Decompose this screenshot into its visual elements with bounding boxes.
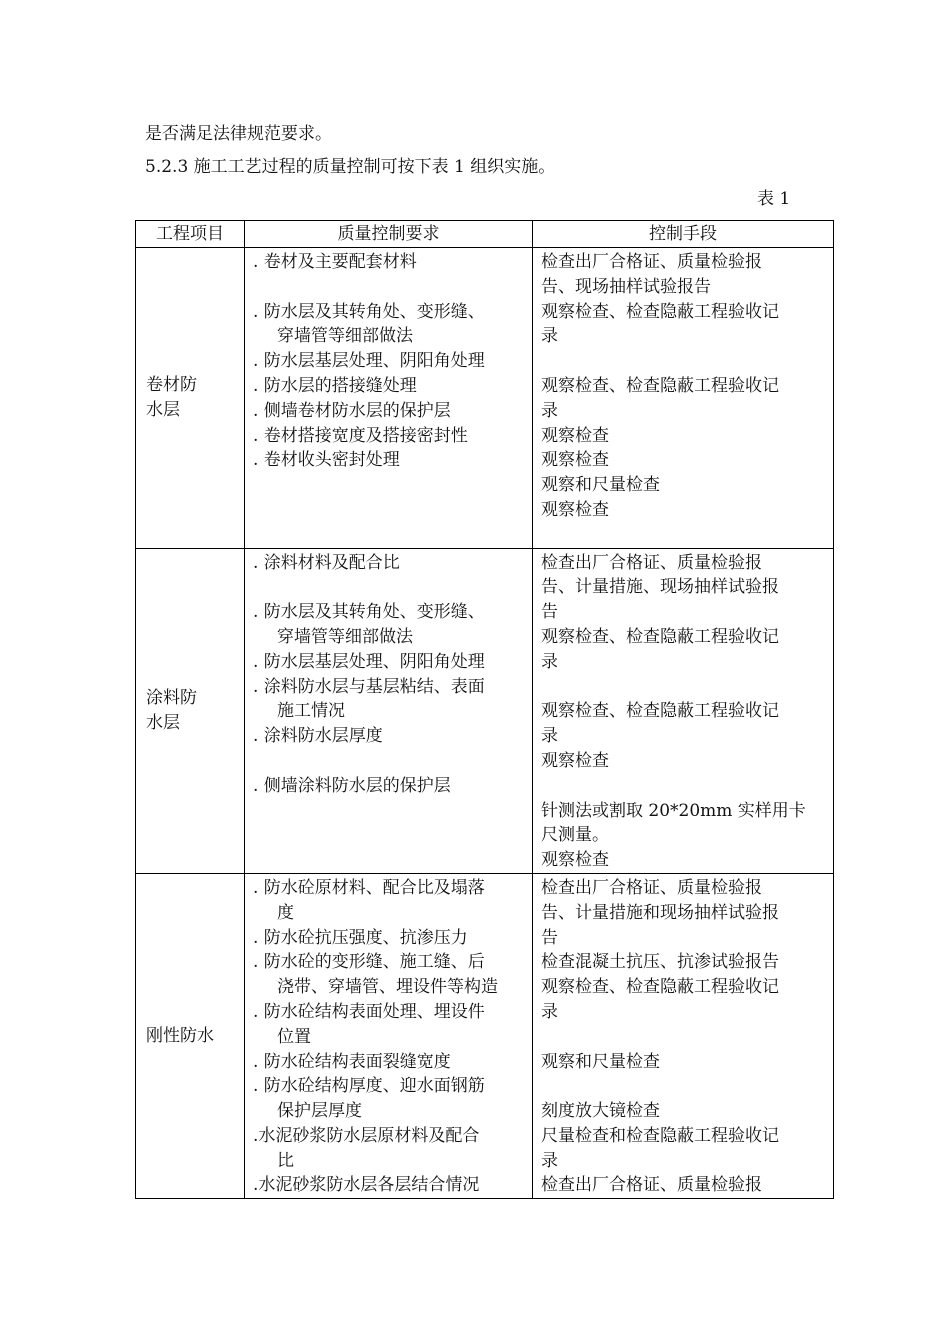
requirement-line: . 涂料防水层与基层粘结、表面 xyxy=(253,676,485,697)
requirement-line: . 涂料材料及配合比 xyxy=(253,552,400,573)
method-line: 观察检查 xyxy=(541,425,609,446)
method-line: 录 xyxy=(541,1001,558,1022)
requirements-cell xyxy=(245,873,533,1198)
requirement-line: . 防水层基层处理、阴阳角处理 xyxy=(253,351,485,372)
method-line: 观察检查 xyxy=(541,750,609,771)
requirement-line: 度 xyxy=(277,902,294,923)
quality-control-table xyxy=(135,220,834,1199)
method-line: 针测法或割取 20*20mm 实样用卡 xyxy=(541,800,806,821)
requirement-line: . 防水层及其转角处、变形缝、 xyxy=(253,301,485,322)
method-line: 观察和尺量检查 xyxy=(541,475,660,496)
category-text: 水层 xyxy=(146,712,180,733)
requirement-line: . 侧墙涂料防水层的保护层 xyxy=(253,775,451,796)
category-text: 水层 xyxy=(146,399,180,420)
table-row xyxy=(136,248,834,549)
method-line: 告、计量措施和现场抽样试验报 xyxy=(541,902,779,923)
requirement-line: 比 xyxy=(277,1150,294,1171)
requirement-line: .水泥砂浆防水层各层结合情况 xyxy=(253,1175,480,1196)
category-cell xyxy=(136,873,245,1198)
requirement-line: . 防水砼的变形缝、施工缝、后 xyxy=(253,952,485,973)
requirement-line: . 卷材搭接宽度及搭接密封性 xyxy=(253,425,468,446)
requirement-line: . 涂料防水层厚度 xyxy=(253,726,383,747)
requirement-line: 施工情况 xyxy=(277,701,345,722)
intro-line-2: 5.2.3 施工工艺过程的质量控制可按下表 1 组织实施。 xyxy=(145,157,556,177)
requirement-line: . 防水砼抗压强度、抗渗压力 xyxy=(253,927,468,948)
method-line xyxy=(541,349,827,374)
method-line xyxy=(541,1025,827,1050)
method-line: 尺量检查和检查隐蔽工程验收记 xyxy=(541,1125,779,1146)
requirement-line: . 防水砼结构厚度、迎水面钢筋 xyxy=(253,1076,485,1097)
table-row xyxy=(136,873,834,1198)
requirement-line xyxy=(253,275,526,300)
method-line: 刻度放大镜检查 xyxy=(541,1101,660,1122)
requirement-line: 浇带、穿墙管、埋设件等构造 xyxy=(277,977,498,998)
table-row xyxy=(136,548,834,873)
requirement-line: . 防水层及其转角处、变形缝、 xyxy=(253,602,485,623)
requirements-cell xyxy=(245,248,533,549)
category-text: 刚性防水 xyxy=(146,1025,214,1046)
requirement-line: . 卷材收头密封处理 xyxy=(253,450,400,471)
table-label: 表 1 xyxy=(757,189,791,209)
method-line: 告、现场抽样试验报告 xyxy=(541,276,711,297)
requirement-line: 穿墙管等细部做法 xyxy=(277,626,413,647)
requirement-line: 穿墙管等细部做法 xyxy=(277,326,413,347)
category-cell xyxy=(136,548,245,873)
method-line: 告 xyxy=(541,927,558,948)
method-line: 检查混凝土抗压、抗渗试验报告 xyxy=(541,952,779,973)
method-line: 观察和尺量检查 xyxy=(541,1051,660,1072)
method-line: 观察检查、检查隐蔽工程验收记 xyxy=(541,375,779,396)
header-methods: 控制手段 xyxy=(533,221,834,248)
requirement-line: 位置 xyxy=(277,1026,311,1047)
requirement-line: . 侧墙卷材防水层的保护层 xyxy=(253,400,451,421)
method-line: 录 xyxy=(541,1150,558,1171)
requirement-line: .水泥砂浆防水层原材料及配合 xyxy=(253,1125,480,1146)
requirement-line: . 防水砼原材料、配合比及塌落 xyxy=(253,877,485,898)
method-line: 观察检查 xyxy=(541,499,609,520)
method-line xyxy=(541,523,827,548)
method-line: 告 xyxy=(541,602,558,623)
method-line xyxy=(541,774,827,799)
method-line: 观察检查 xyxy=(541,850,609,871)
method-line: 观察检查、检查隐蔽工程验收记 xyxy=(541,977,779,998)
requirement-line: . 防水层基层处理、阴阳角处理 xyxy=(253,651,485,672)
method-line: 尺测量。 xyxy=(541,825,609,846)
requirement-line: . 卷材及主要配套材料 xyxy=(253,252,417,272)
method-line: 观察检查、检查隐蔽工程验收记 xyxy=(541,626,779,647)
header-requirements: 质量控制要求 xyxy=(245,221,533,248)
method-line: 录 xyxy=(541,326,558,347)
method-line: 检查出厂合格证、质量检验报 xyxy=(541,877,762,898)
requirement-line: . 防水砼结构表面处理、埋设件 xyxy=(253,1001,485,1022)
requirements-cell xyxy=(245,548,533,873)
methods-cell xyxy=(533,248,834,549)
method-line: 检查出厂合格证、质量检验报 xyxy=(541,552,762,573)
method-line: 录 xyxy=(541,651,558,672)
intro-line-1: 是否满足法律规范要求。 xyxy=(145,124,332,144)
table-header-row xyxy=(136,221,834,248)
method-line: 告、计量措施、现场抽样试验报 xyxy=(541,577,779,598)
method-line xyxy=(541,675,827,700)
requirement-line xyxy=(253,749,526,774)
method-line xyxy=(541,1074,827,1099)
requirement-line: 保护层厚度 xyxy=(277,1101,362,1122)
method-line: 录 xyxy=(541,726,558,747)
methods-cell xyxy=(533,548,834,873)
method-line: 观察检查 xyxy=(541,450,609,471)
method-line: 录 xyxy=(541,400,558,421)
method-line: 观察检查、检查隐蔽工程验收记 xyxy=(541,701,779,722)
requirement-line: . 防水层的搭接缝处理 xyxy=(253,375,417,396)
requirement-line xyxy=(253,575,526,600)
method-line: 检查出厂合格证、质量检验报 xyxy=(541,252,762,272)
category-text: 涂料防 xyxy=(146,687,197,708)
requirement-line: . 防水砼结构表面裂缝宽度 xyxy=(253,1051,451,1072)
method-line: 观察检查、检查隐蔽工程验收记 xyxy=(541,301,779,322)
method-line: 检查出厂合格证、质量检验报 xyxy=(541,1175,762,1196)
category-text: 卷材防 xyxy=(146,374,197,395)
header-project: 工程项目 xyxy=(136,221,245,248)
methods-cell xyxy=(533,873,834,1198)
category-cell xyxy=(136,248,245,549)
